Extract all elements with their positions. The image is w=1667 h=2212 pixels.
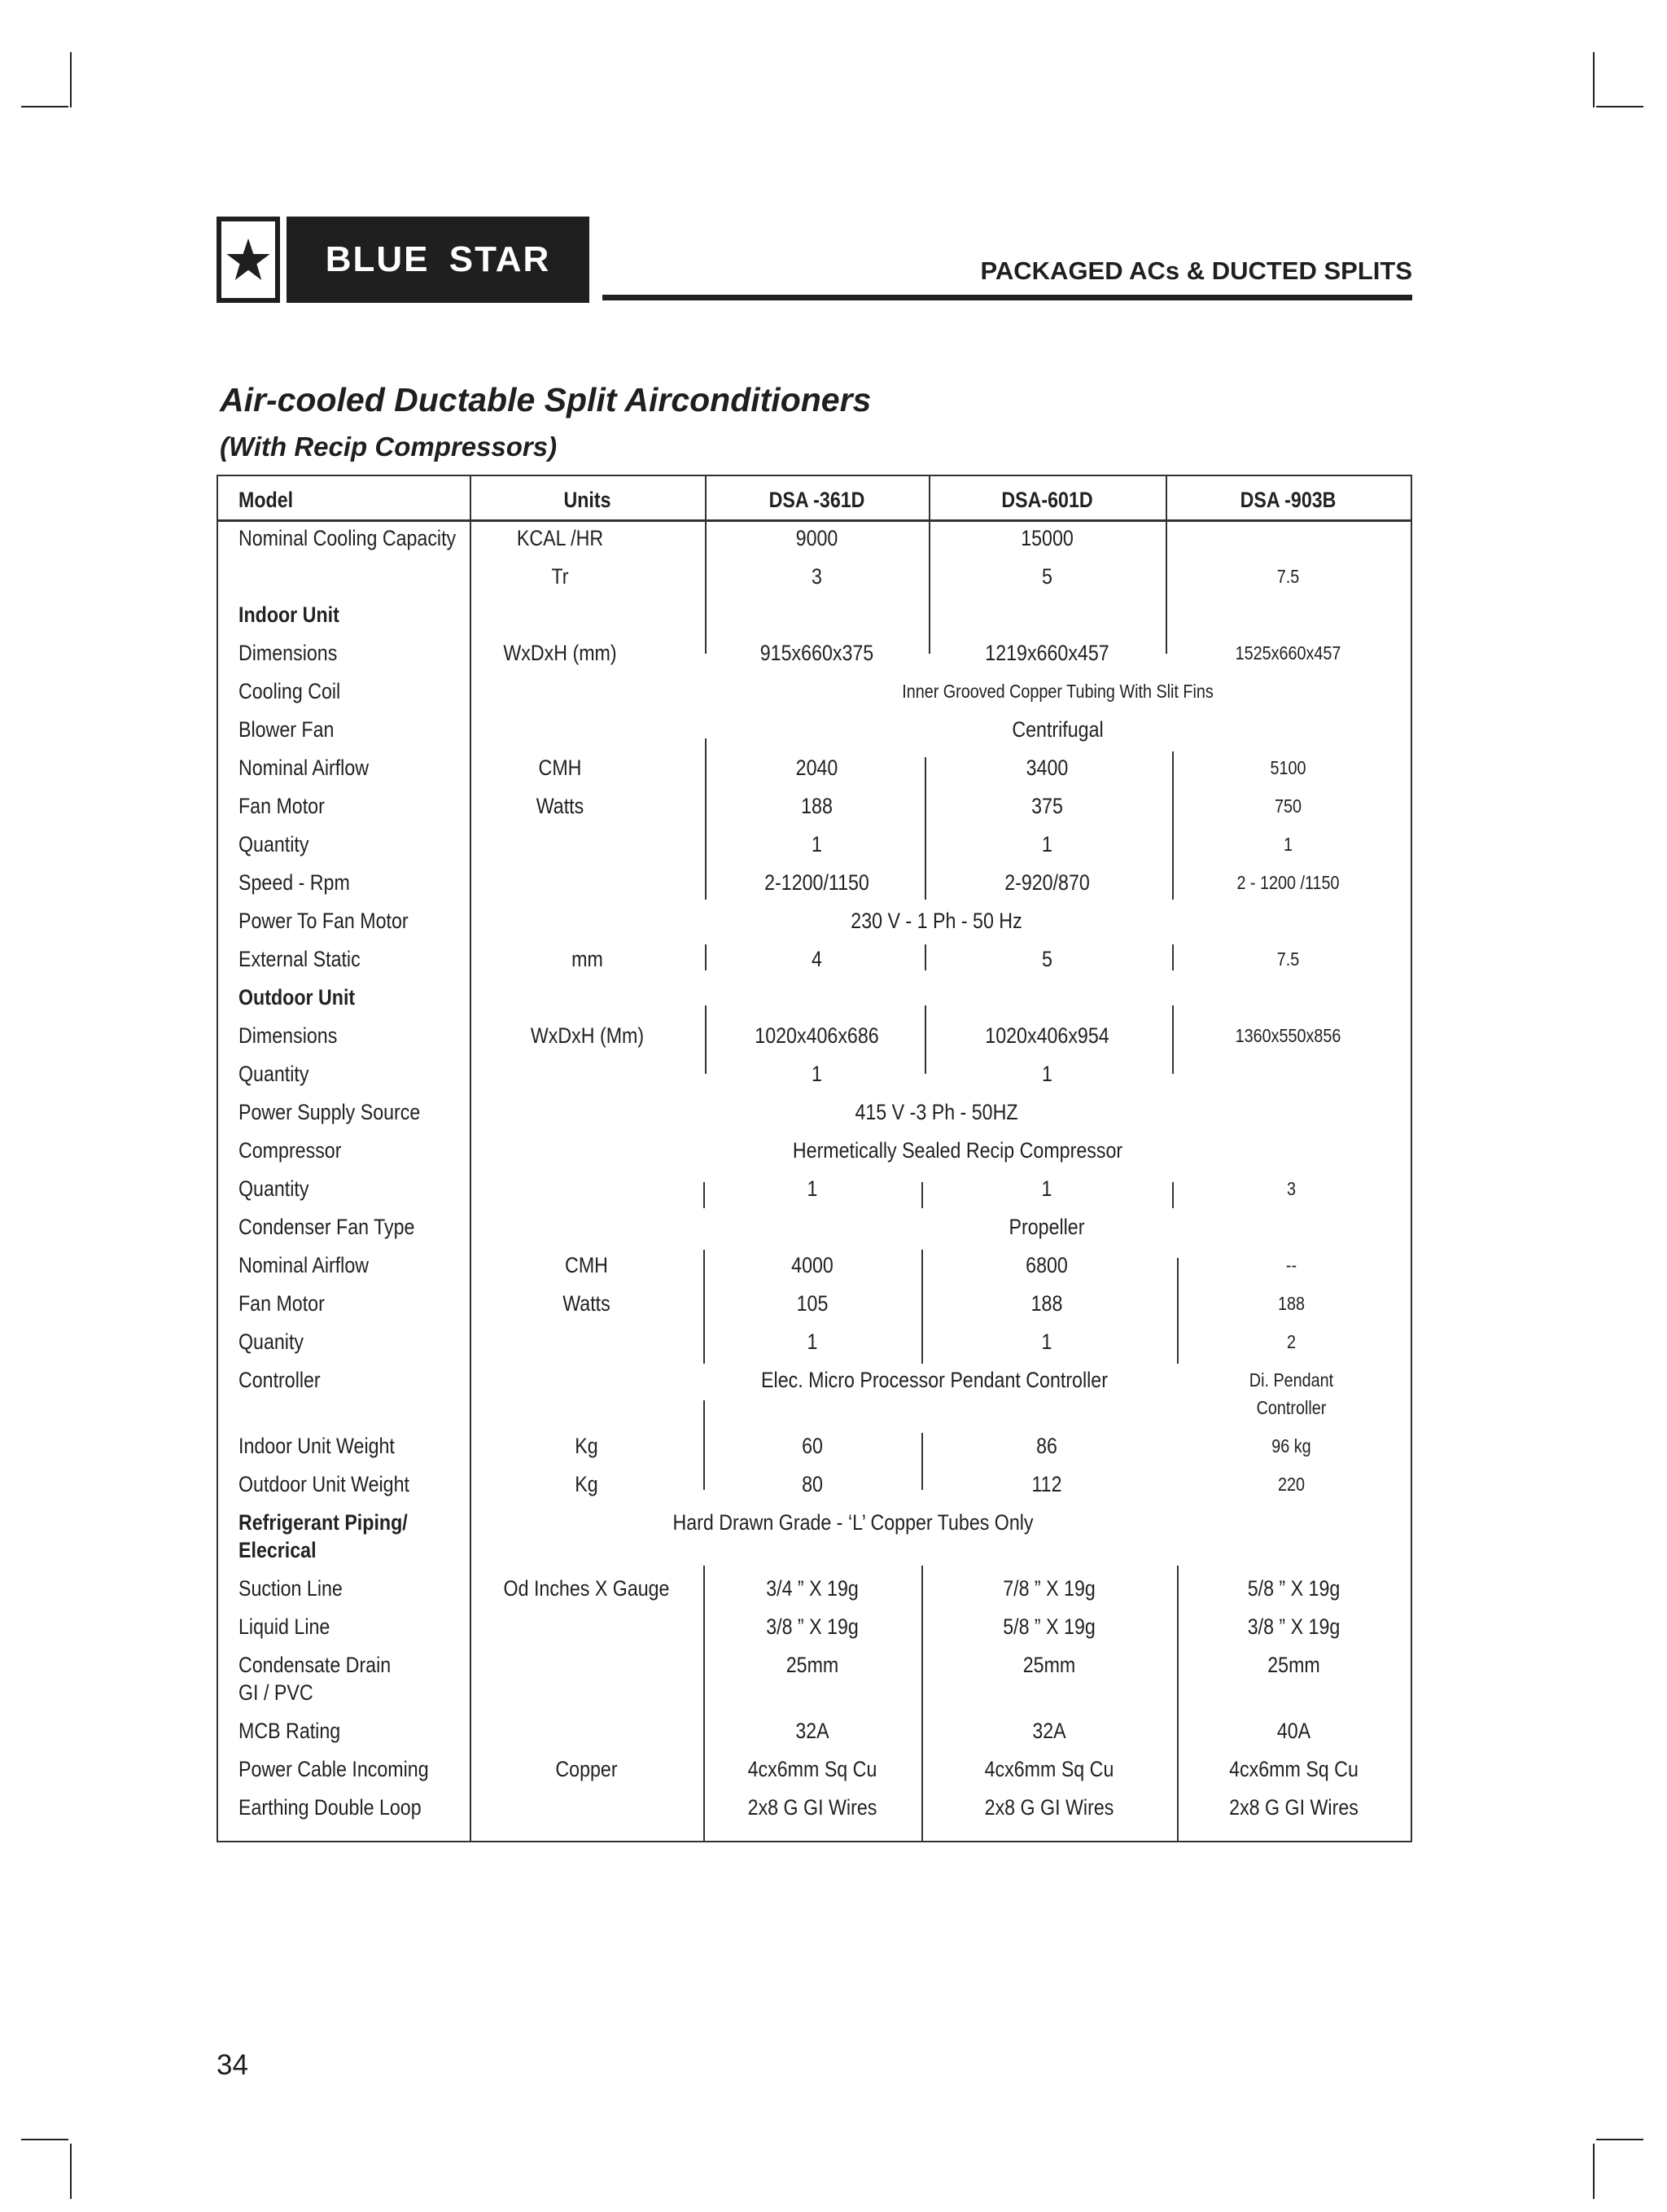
row-label: Liquid Line: [238, 1614, 330, 1639]
value-cell: 4cx6mm Sq Cu: [747, 1757, 877, 1781]
spanning-value-cell: Hermetically Sealed Recip Compressor: [792, 1138, 1123, 1163]
units-cell: Watts: [536, 794, 584, 818]
column-divider: [921, 1250, 923, 1364]
row-label: Dimensions: [238, 1023, 338, 1048]
spanning-value-cell: 230 V - 1 Ph - 50 Hz: [851, 909, 1022, 933]
value-cell: 2: [1286, 1331, 1296, 1352]
value-cell: 7.5: [1276, 566, 1300, 587]
row-label: Quantity: [238, 1062, 309, 1086]
crop-mark: [70, 2144, 72, 2199]
column-divider: [925, 1005, 926, 1074]
row-label: Fan Motor: [238, 794, 325, 818]
value-cell: 7/8 ” X 19g: [1003, 1576, 1096, 1601]
value-cell: 5: [1042, 564, 1052, 589]
row-label: Power Supply Source: [238, 1100, 421, 1124]
column-header: Units: [563, 488, 611, 512]
column-divider: [1172, 944, 1174, 970]
units-cell: Kg: [575, 1434, 598, 1458]
value-cell: 1: [1041, 1176, 1052, 1201]
value-cell: 5100: [1270, 757, 1306, 778]
row-label: Indoor Unit Weight: [238, 1434, 395, 1458]
row-label: External Static: [238, 947, 361, 971]
spanning-value-cell: Hard Drawn Grade - ‘L’ Copper Tubes Only: [672, 1510, 1034, 1535]
crop-mark: [70, 52, 72, 107]
crop-mark: [21, 106, 68, 107]
column-divider: [1177, 1258, 1179, 1364]
value-cell: 40A: [1276, 1719, 1311, 1743]
row-label: Nominal Airflow: [238, 756, 370, 780]
value-cell: 2040: [795, 756, 838, 780]
column-divider: [705, 476, 707, 654]
value-cell: 3/4 ” X 19g: [766, 1576, 859, 1601]
column-divider: [921, 1566, 923, 1841]
section-heading: Refrigerant Piping/: [238, 1510, 408, 1535]
value-cell: 188: [801, 794, 833, 818]
row-label: Controller: [238, 1368, 321, 1392]
row-label: Blower Fan: [238, 717, 335, 742]
star-logo-icon: [217, 217, 280, 303]
document-title: Air-cooled Ductable Split Airconditioners: [220, 381, 872, 418]
value-cell: 1525x660x457: [1235, 642, 1341, 664]
row-label: Cooling Coil: [238, 679, 341, 703]
row-label: Nominal Airflow: [238, 1253, 370, 1277]
value-cell: 1: [812, 1062, 822, 1086]
value-cell: 32A: [1032, 1719, 1066, 1743]
column-divider: [703, 1566, 705, 1841]
section-heading: Outdoor Unit: [238, 985, 356, 1010]
document-subtitle: (With Recip Compressors): [220, 431, 558, 462]
units-cell: Kg: [575, 1472, 598, 1496]
value-cell: Propeller: [1009, 1215, 1085, 1239]
row-label: Quanity: [238, 1329, 304, 1354]
column-header: DSA -903B: [1240, 488, 1337, 512]
units-cell: Copper: [555, 1757, 618, 1781]
column-divider: [921, 1433, 923, 1490]
value-cell: 1: [1042, 1062, 1052, 1086]
page-number: 34: [217, 2049, 248, 2081]
value-cell: 86: [1036, 1434, 1057, 1458]
value-cell: 25mm: [1267, 1653, 1320, 1677]
value-cell: 80: [802, 1472, 823, 1496]
row-label: Condenser Fan Type: [238, 1215, 415, 1239]
value-cell: 3: [1286, 1178, 1296, 1199]
value-cell: 25mm: [785, 1653, 839, 1677]
value-cell: 1020x406x686: [755, 1023, 879, 1048]
spanning-value-cell: 415 V -3 Ph - 50HZ: [855, 1100, 1018, 1124]
section-heading: Indoor Unit: [238, 602, 339, 627]
value-cell: 5: [1042, 947, 1052, 971]
row-label: Speed - Rpm: [238, 870, 350, 895]
column-header: Model: [238, 488, 294, 512]
column-divider: [1172, 1005, 1174, 1074]
value-cell: 25mm: [1022, 1653, 1076, 1677]
value-cell: 1: [812, 832, 822, 856]
value-cell: 1: [1283, 834, 1293, 855]
spanning-value-cell: Centrifugal: [1012, 717, 1104, 742]
column-divider: [1177, 1566, 1179, 1841]
header-title: PACKAGED ACs & DUCTED SPLITS: [980, 256, 1412, 285]
units-cell: KCAL /HR: [516, 526, 604, 550]
value-cell: 3/8 ” X 19g: [766, 1614, 859, 1639]
row-label: Power Cable Incoming: [238, 1757, 429, 1781]
column-header: DSA-601D: [1001, 488, 1093, 512]
value-cell: 3/8 ” X 19g: [1247, 1614, 1341, 1639]
value-cell: 1: [807, 1176, 818, 1201]
section-heading: Elecrical: [238, 1538, 317, 1562]
crop-mark: [1593, 52, 1595, 107]
column-divider: [1172, 751, 1174, 900]
value-cell: 1020x406x954: [985, 1023, 1109, 1048]
value-cell: 3400: [1026, 756, 1069, 780]
row-label: Nominal Cooling Capacity: [238, 526, 457, 550]
row-label: Power To Fan Motor: [238, 909, 409, 933]
column-divider: [703, 1400, 705, 1490]
units-cell: CMH: [565, 1253, 608, 1277]
row-label: Dimensions: [238, 641, 338, 665]
value-cell: 188: [1030, 1291, 1063, 1316]
value-cell: 750: [1274, 795, 1302, 817]
value-cell: 112: [1031, 1472, 1062, 1496]
row-label: Outdoor Unit Weight: [238, 1472, 409, 1496]
value-cell: 5/8 ” X 19g: [1247, 1576, 1341, 1601]
row-label: Quantity: [238, 832, 309, 856]
value-cell: 2 - 1200 /1150: [1236, 872, 1340, 893]
value-cell: 1: [807, 1329, 818, 1354]
column-header: DSA -361D: [768, 488, 865, 512]
header-rule: [602, 295, 1412, 300]
crop-mark: [1593, 2144, 1595, 2199]
row-label: Suction Line: [238, 1576, 343, 1601]
column-divider: [925, 944, 926, 970]
value-cell: 6800: [1026, 1253, 1068, 1277]
value-cell: 3: [812, 564, 822, 589]
value-cell: Di. Pendant: [1249, 1369, 1334, 1391]
row-label: GI / PVC: [238, 1680, 313, 1705]
crop-mark: [1596, 2139, 1643, 2140]
row-label: Quantity: [238, 1176, 309, 1201]
column-divider: [705, 944, 707, 970]
value-cell: 188: [1277, 1293, 1306, 1314]
row-label: Compressor: [238, 1138, 342, 1163]
column-divider: [925, 757, 926, 900]
value-cell: 2-1200/1150: [764, 870, 869, 895]
column-divider: [470, 476, 471, 1841]
value-cell: 915x660x375: [759, 641, 874, 665]
value-cell: 4: [812, 947, 822, 971]
value-cell: 96 kg: [1271, 1435, 1311, 1456]
column-divider: [1172, 1182, 1174, 1208]
value-cell: 9000: [795, 526, 838, 550]
spanning-value-cell: Elec. Micro Processor Pendant Controller: [761, 1368, 1108, 1392]
value-cell: 1: [1041, 1329, 1052, 1354]
value-cell: 4000: [791, 1253, 834, 1277]
column-divider: [921, 1182, 923, 1208]
value-cell: 220: [1277, 1474, 1306, 1495]
value-cell: 1219x660x457: [985, 641, 1109, 665]
value-cell: 2x8 G GI Wires: [747, 1795, 877, 1820]
crop-mark: [1596, 106, 1643, 107]
column-divider: [705, 1005, 707, 1074]
value-cell: --: [1285, 1255, 1297, 1276]
value-cell: 15000: [1021, 526, 1074, 550]
column-divider: [1166, 476, 1167, 654]
spanning-value-cell: Inner Grooved Copper Tubing With Slit Fins: [902, 681, 1214, 702]
value-cell: 60: [802, 1434, 823, 1458]
units-cell: Od Inches X Gauge: [503, 1576, 670, 1601]
units-cell: CMH: [538, 756, 582, 780]
crop-mark: [21, 2139, 68, 2140]
value-cell: 375: [1031, 794, 1063, 818]
units-cell: mm: [571, 947, 603, 971]
value-cell: 7.5: [1276, 948, 1300, 970]
units-cell: Watts: [562, 1291, 610, 1316]
units-cell: Tr: [551, 564, 569, 589]
value-cell: 4cx6mm Sq Cu: [1229, 1757, 1359, 1781]
column-divider: [703, 1250, 705, 1364]
row-label: Fan Motor: [238, 1291, 325, 1316]
value-cell: 2-920/870: [1004, 870, 1090, 895]
column-divider: [705, 738, 707, 900]
value-cell: 1: [1042, 832, 1052, 856]
brand-logo: [287, 217, 589, 303]
row-label: MCB Rating: [238, 1719, 341, 1743]
value-cell: 5/8 ” X 19g: [1003, 1614, 1096, 1639]
units-cell: WxDxH (Mm): [530, 1023, 645, 1048]
column-divider: [703, 1182, 705, 1208]
row-label: Condensate Drain: [238, 1653, 392, 1677]
spec-table: [217, 475, 1412, 1842]
value-cell: 2x8 G GI Wires: [984, 1795, 1114, 1820]
row-label: Earthing Double Loop: [238, 1795, 422, 1820]
header-divider: [218, 519, 1411, 522]
value-cell: 2x8 G GI Wires: [1229, 1795, 1359, 1820]
value-cell: 32A: [795, 1719, 829, 1743]
units-cell: WxDxH (mm): [503, 641, 617, 665]
column-divider: [929, 476, 930, 654]
value-cell: 4cx6mm Sq Cu: [984, 1757, 1114, 1781]
value-cell: Controller: [1256, 1397, 1327, 1418]
brand-name: BLUE STAR: [325, 239, 551, 279]
value-cell: 105: [796, 1291, 829, 1316]
value-cell: 1360x550x856: [1235, 1025, 1341, 1046]
